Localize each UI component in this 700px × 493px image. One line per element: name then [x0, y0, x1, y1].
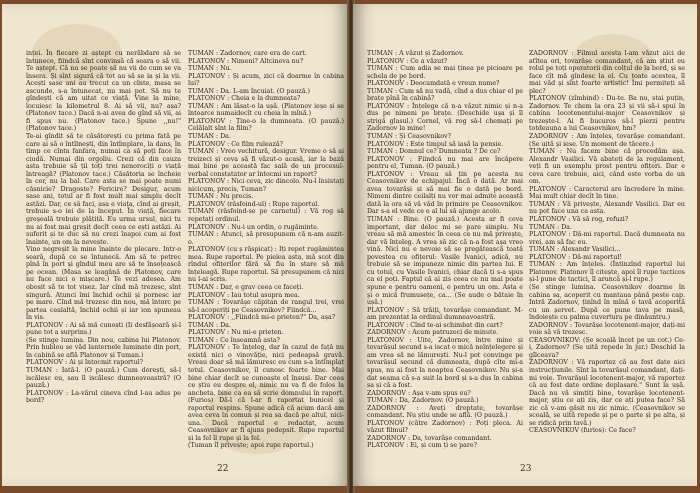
text-paragraph: TUMAN : Vreo vechitură, desigur. Vreme o să ai treizeci și ceva să fi văzut-o acasă, iar la bază mai bine pe această fac sală de un procesul-verbal constatator ar întocmi un raport?: [188, 148, 344, 178]
text-paragraph: TUMAN : Vă privește, Alexandr Vasilici. Dar eu nu pot face una ca asta.: [529, 200, 685, 216]
text-paragraph: PLATONOV : Cheia e la dumneata?: [188, 95, 301, 103]
text-paragraph: ZADORNOV : Aveți dreptate, tovarășe comandant. Nu știu unde se află. (O pauză.): [367, 404, 523, 420]
text-paragraph: Vino negreșit la mine înainte de plecare. Intr-o seară, după ce se întunecă. Am să te petrec pînă în port și gîndul meu are să te însoțească pe ocean. (Masa se leagănă de Platonov, care nu face nici o mișcare.) Te vezi adesea. Am obosit să te tot visez. Iar cînd mă trezesc, sînt singură. Atunci îmi închid ochii și pornesc iar pe mare. Cînd mă trezesc din nou, mă întorc pe partea cealaltă, închid ochii și iar ion spuneau în vis.: [26, 246, 181, 322]
right-page: [353, 4, 697, 486]
text-paragraph: TUMAN : Da.: [188, 321, 231, 329]
text-paragraph: (Tuman îl privește; apoi rupe raportul.): [188, 442, 314, 450]
text-paragraph: PLATONOV : Ai să mă cunoști (Ii desfășoară și-l pune tot a surprins.): [26, 321, 181, 337]
left-page: [2, 4, 349, 486]
right-column-2: [529, 50, 685, 435]
text-paragraph: inței. În fiecare zi aștept cu nerăbdare să se întunece, fiindcă sînt convinsă că seara o să vii. Te aștept. Că nu se poate să nu vii de cum se va însera. Și sînt sigură că tot au să se ia și la vii. Acești sase ani au trecut ca un cînte, masa se ascunde, s-a întunecat, nu mai pot. Să nu te gîndești că am uitat ce viață. Vine la mine, locuiesc la kilometrul 8. Ai să vii, nu? așa? (Platonov tace.) Dacă n-ai avea de gînd să vii, ai fi spus nu. (Platonov tace.) Spune ,,nu!" (Platonov tace.): [26, 50, 181, 133]
text-paragraph: TUMAN : Nu facem bine că procedăm așa. Alexandr Vasilici. Vă abateți de la regulament, veți fi un exemplu prost pentru ofițeri. Dar e ceva care trebuie, aici, când este vorba de un om.: [529, 148, 685, 186]
text-paragraph: PLATONOV (cu ș răspicat) : Iți repet rugămintea mea. Rupe raportul. Pe pielea asta, mă scot din rîndul ofițerilor fără să fiu în stare să mă înțeleagă. Rupe raportul. Să presupunem că nici nu l-ai scris.: [188, 246, 344, 284]
text-paragraph: PLATONOV : Vreau să țin pe acesta nu Ceasovnikov de echipajul. Încă o dată. Ar mai avea tovarăși și să mai fie o dată pe bord. Nimeni dintre ceilalți nu vor mai admite această dată la ora să vă văd în primire pe Ceasovnikov. Dar s-a el vede ce e al lui să ajunge acolo.: [367, 170, 523, 216]
text-paragraph: (Se stinge lumina. Din nou, cabina lui Platonov. Prin hublou se văd lanternele luminate din port, în cabină se află Platonov și Tuman.): [26, 336, 181, 359]
text-paragraph: PLATONOV (răsfoind-ul) : Rupe raportul.: [188, 200, 320, 208]
right-column-1: [367, 50, 523, 450]
text-paragraph: CEASOVNIKOV: (Se scoală încet pe un cot.) Ce-i, Zadornov? (Se uită repede în jur.) Deschid la gîlceava?: [529, 336, 685, 359]
text-paragraph: PLATONOV : Să trăiți, tovarășe comandant. M-am prezentat la ordinul dumneavoastră.: [367, 306, 523, 322]
left-column-2: [188, 50, 344, 450]
text-paragraph: PLATONOV : Ei, și cum ți se pare?: [367, 442, 478, 450]
text-paragraph: ZADORNOV : Tovarășe locotenent-major, dați-mi voie să vă trezesc.: [529, 321, 685, 337]
text-paragraph: (Se stinge lumina. Ceasovnikov doarme în cabina sa, acoperit cu mantaua până peste cap. Intră Zadornov, ținînd în mînă o tavă acoperită cu un șervet. După ce pune tava pe masă, îndoiește cu palma cuvertura pe dinăuntru.): [529, 283, 685, 322]
text-paragraph: TUMAN : Bine. (O pauză.) Acesta ar fi ceva important, dar deloc mi se pare simplu. Nu vreau să mă amestec în ceea ce nu mă privește, dar vă înțeleg. A vrea să zic că n-a fost așa vreo vină. Nici nu e nevoie să se pregătească toată povestea cu ofițerul: Vasile Ivanici, adică, nu trebuie să se impuneze nimic din partea lui. E cu totul, cu Vasile Ivanici, chiar dacă ți s-a spus ca el poți. Faptul că ai zis ceea ce nu mai poate spune e pentru oameni, e pentru un om. Asta e și o mică frumusețe, ca... (Se aude o bătaie în ușă.): [367, 216, 523, 307]
text-paragraph: TUMAN : Da, Zadornov. (O pauză.): [367, 397, 479, 405]
text-paragraph: TUMAN : Am înțeles. (Întinzînd raportul lui Platonov. Platonov îl citește, apoi îl rupe tacticos și-l pune de tactici, îl aruncă și-l rupe.): [529, 261, 685, 284]
text-paragraph: ZADORNOV : Vă raportez că au fost date aici instrucțiunile. Sînt la tovarășul comandant, dați-mi voie. Tovarășul locotenent-major, vă raportez că au fost date ordine deplasare." Sunt la ușă. Dacă nu vă simțiți bine, tovarășe locotenent-major, știu ce ați zis, dar ce ați putea face? Să zic că v-am găsit nu zic nimic. (Ceasovnikov se scoală, se uită repede și pe o parte și pe alta, și se ridică prin tavă.): [529, 359, 685, 427]
text-paragraph: TUMAN (răsfoind-se pe carnetul) : Vă rog să repetați ordinul.: [188, 208, 344, 224]
text-paragraph: PLATONOV : Dă-mi raportul!: [529, 253, 622, 261]
text-paragraph: TUMAN : Nu.: [188, 65, 232, 73]
text-paragraph: PLATONOV : Uite, Zadornov, între mine și tovarășul secund s-a iscat o mică neînțelegere și am vrea să ne lămurești. Nu-l pot convinge pe tovarășul secund că dumneata, după cîte mi-a spus, nu ai fost la noaptea Ceasovnikov. Nu și-a dat seama că s-a suit la bord și s-a dus în cabina sa și că a fost.: [367, 336, 523, 390]
page-number: 22: [217, 464, 229, 474]
text-paragraph: PLATONOV : Caracterul are încredere în mine. Mai mult chiar decît în tine.: [529, 185, 685, 201]
text-paragraph: PLATONOV : Și acum, zici că doarme în cabina lui?: [188, 72, 344, 88]
text-paragraph: PLATONOV : Ține-o la dumneata. (O pauză.) Celălalt sînt la film?: [188, 117, 344, 133]
text-paragraph: TUMAN : Am lăsat-o la ușă. (Platonov ieșe și se întoarce numaidecît cu cheia în mînă.): [188, 102, 344, 118]
text-paragraph: PLATONOV : Nimeni? Altcineva nu?: [188, 57, 304, 65]
text-paragraph: TUMAN : Dar, e grav ceea ce faceți.: [188, 283, 304, 291]
text-paragraph: TUMAN : Tovarășe căpitan de rangul trei, vrei să-l acoperiți pe Ceasovnikov? Fiindcă...: [188, 299, 344, 314]
text-paragraph: TUMAN : Cum să nu vadă, cînd a dus chiar el pe brațe pînă în cabină?: [367, 87, 523, 103]
text-paragraph: PLATONOV : Ce film rulează?: [188, 140, 283, 148]
text-paragraph: TUMAN : Ce înseamnă asta?: [188, 336, 280, 344]
text-paragraph: TUMAN : Nu precis.: [188, 193, 254, 201]
text-paragraph: TUMAN : Zadornov, care era de cart.: [188, 50, 307, 57]
text-paragraph: PLATONOV : Vă să rog, refuzi?: [529, 216, 629, 224]
text-paragraph: ZADORNOV : Acum patruzeci de minute.: [367, 329, 499, 337]
text-paragraph: PLATONOV : Ai și întocmit raportul?: [26, 359, 144, 367]
text-paragraph: PLATONOV : Nu mi-e prieten.: [188, 329, 284, 337]
text-paragraph: TUMAN : A văzut și Zadornov.: [367, 50, 464, 57]
text-paragraph: PLATONOV : Fiindcă nu mai are încăpere pentru el, Tuman. (O pauză.): [367, 155, 523, 171]
text-paragraph: PLATONOV (către Zadornov) : Poți pleca. Ai văzut filmul?: [367, 419, 523, 435]
text-paragraph: PLATONOV (zîmbind) : Du-te. Ba nu, stai puțin, Zadornov. Te chem la ora 23 și vii să-i spui în cabina locotenentului-major Ceasovnikov și trezește-l. Ai fi bucuros să-l pierzi pentru totdeauna a lui Ceasovnikov, hm?: [529, 95, 685, 133]
text-paragraph: TUMAN : Atunci, să presupunem că n-am auzit-o.: [188, 231, 344, 246]
text-paragraph: CEASOVNIKOV (furios): Ce face?: [529, 427, 636, 435]
text-paragraph: TUMAN : Domnul ce? Dumneata ? De ce?: [367, 148, 501, 156]
page-number: 23: [520, 464, 532, 474]
text-paragraph: PLATONOV : Nu-i un ordin, o rugăminte.: [188, 223, 319, 231]
text-paragraph: PLATONOV : Cînd te-ai schimbat din cart?: [367, 321, 503, 329]
text-paragraph: PLATONOV : Iau totul asupra mea.: [188, 291, 300, 299]
text-paragraph: Te-ai gîndit să te căsătorești cu prima fată pe care ai să o întîlnești, din întîmplare, la dans, în timp ce cînta fanfara, numai ca să poți face în ciudă. Numai din orgoliu. Crezi că din cauza asta trebuie să ții toți trei nenorociți o viață întreagă? (Platonov tace.) Căsătoria se încheie în cer, nu la bal. Care asta se mai poate numi căsnicie? Dragoste? Fericire? Desigur, acum sase ani, totul ar fi fost mult mai simplu decît astăzi. Dar, ce să faci, asa e viața, cînd ai greșit, trebuie s-o iei de la început. În viață, fiecare greșeală trebuie plătită. Eu urma ursul, nici tu nu ai fost mai greșit decît ceea ce ești astăzi. Ai suferit și te duc să nu crezi înapoi cum ai fost înainte, un om la neveste.: [26, 133, 181, 246]
text-paragraph: TUMAN : Alexandr Vasilici...: [529, 246, 621, 254]
text-paragraph: PLATONOV : Ce a văzut?: [367, 57, 448, 65]
text-paragraph: ZADORNOV : Da, tovarășe comandant.: [367, 434, 492, 442]
text-paragraph: TUMAN : Da.: [188, 133, 231, 141]
text-paragraph: PLATONOV : ,,Fiindcă mi-e prieten?" Da, așa?: [188, 314, 336, 322]
text-paragraph: PLATONOV : Nici ceva, zic dincolo. Nu-l însistați nicicum, precis, Tuman?: [188, 178, 344, 193]
text-paragraph: PLATONOV : La-vărul cineva cînd l-au adus pe bord?: [26, 389, 181, 405]
left-column-1: [26, 50, 181, 405]
text-paragraph: TUMAN : Da.: [529, 223, 572, 231]
text-paragraph: ZADORNOV : Așa v-am spus eu?: [367, 389, 471, 397]
text-paragraph: PLATONOV : Te înțeleg, dar în cazul de față nu există nici o vinovăție, nici pedeapsă gravă. Vreau doar să mă lămuresc eu cum s-a întîmplat totul. Ceasovnikov, îl cunosc foarte bine. Mai bine chiar decît se cunoaște el însuși. Dar ceea ce știu eu despre el, nimic nu va fi de folos la ancheta, bine ca ea să scrie domnului în raport. (Furios) Dă-l că l-ar fi raportat bunicel și raportul respins. Spune adică că acum dacă am avea ceva în comun și rea sa dacă pe altul, nici-una. Dacă raportul e redactat, acum Ceasovnikov ar fi ajuns pedepsit. Rupe raportul și la fel îl rupe și la fel.: [188, 344, 344, 442]
text-paragraph: TUMAN : Cum adia se mai ținea pe picioare pe schela de pe bord.: [367, 65, 523, 80]
text-paragraph: ZADORNOV : Am înțeles, tovarășe comandant. (Se uită și iese. Un moment de tăcere.): [529, 133, 685, 148]
text-paragraph: TUMAN : Iată-l. (O pauză.) Cum dorești, să-l iscălesc eu, sau îl iscălesc dumneavoastră? (O pauză.): [26, 366, 181, 390]
text-paragraph: ZADORNOV : Filmul acesta l-am văzut aici de atîtea ori, tovarășe comandant, că am știut eu rolul pe toți operatorii din colțul de la bord, și se face cît mă gîndesc la el. Cu toate acestea, îl mai văd și sînt foarte artistic! Îmi permiteți să plec?: [529, 50, 685, 95]
text-paragraph: PLATONOV : Este timpul să iasă la pensie.: [367, 140, 504, 148]
text-paragraph: PLATONOV : Deocamdată e vreun nume?: [367, 80, 500, 88]
text-paragraph: TUMAN : Și Ceasovnikov?: [367, 133, 451, 141]
text-paragraph: PLATONOV : Înțelege că n-a văzut nimic și n-a dus pe nimeni pe brațe. (Deschide ușa și îl strigă glasul.) Cornel, vă rog să-l chemați pe Zadornov la mine!: [367, 102, 523, 133]
text-paragraph: TUMAN : Da. L-am încuiat. (O pauză.): [188, 87, 310, 95]
text-paragraph: PLATONOV : Dă-mi raportul. Dacă dumneata nu vrei, am să fac eu.: [529, 231, 685, 246]
